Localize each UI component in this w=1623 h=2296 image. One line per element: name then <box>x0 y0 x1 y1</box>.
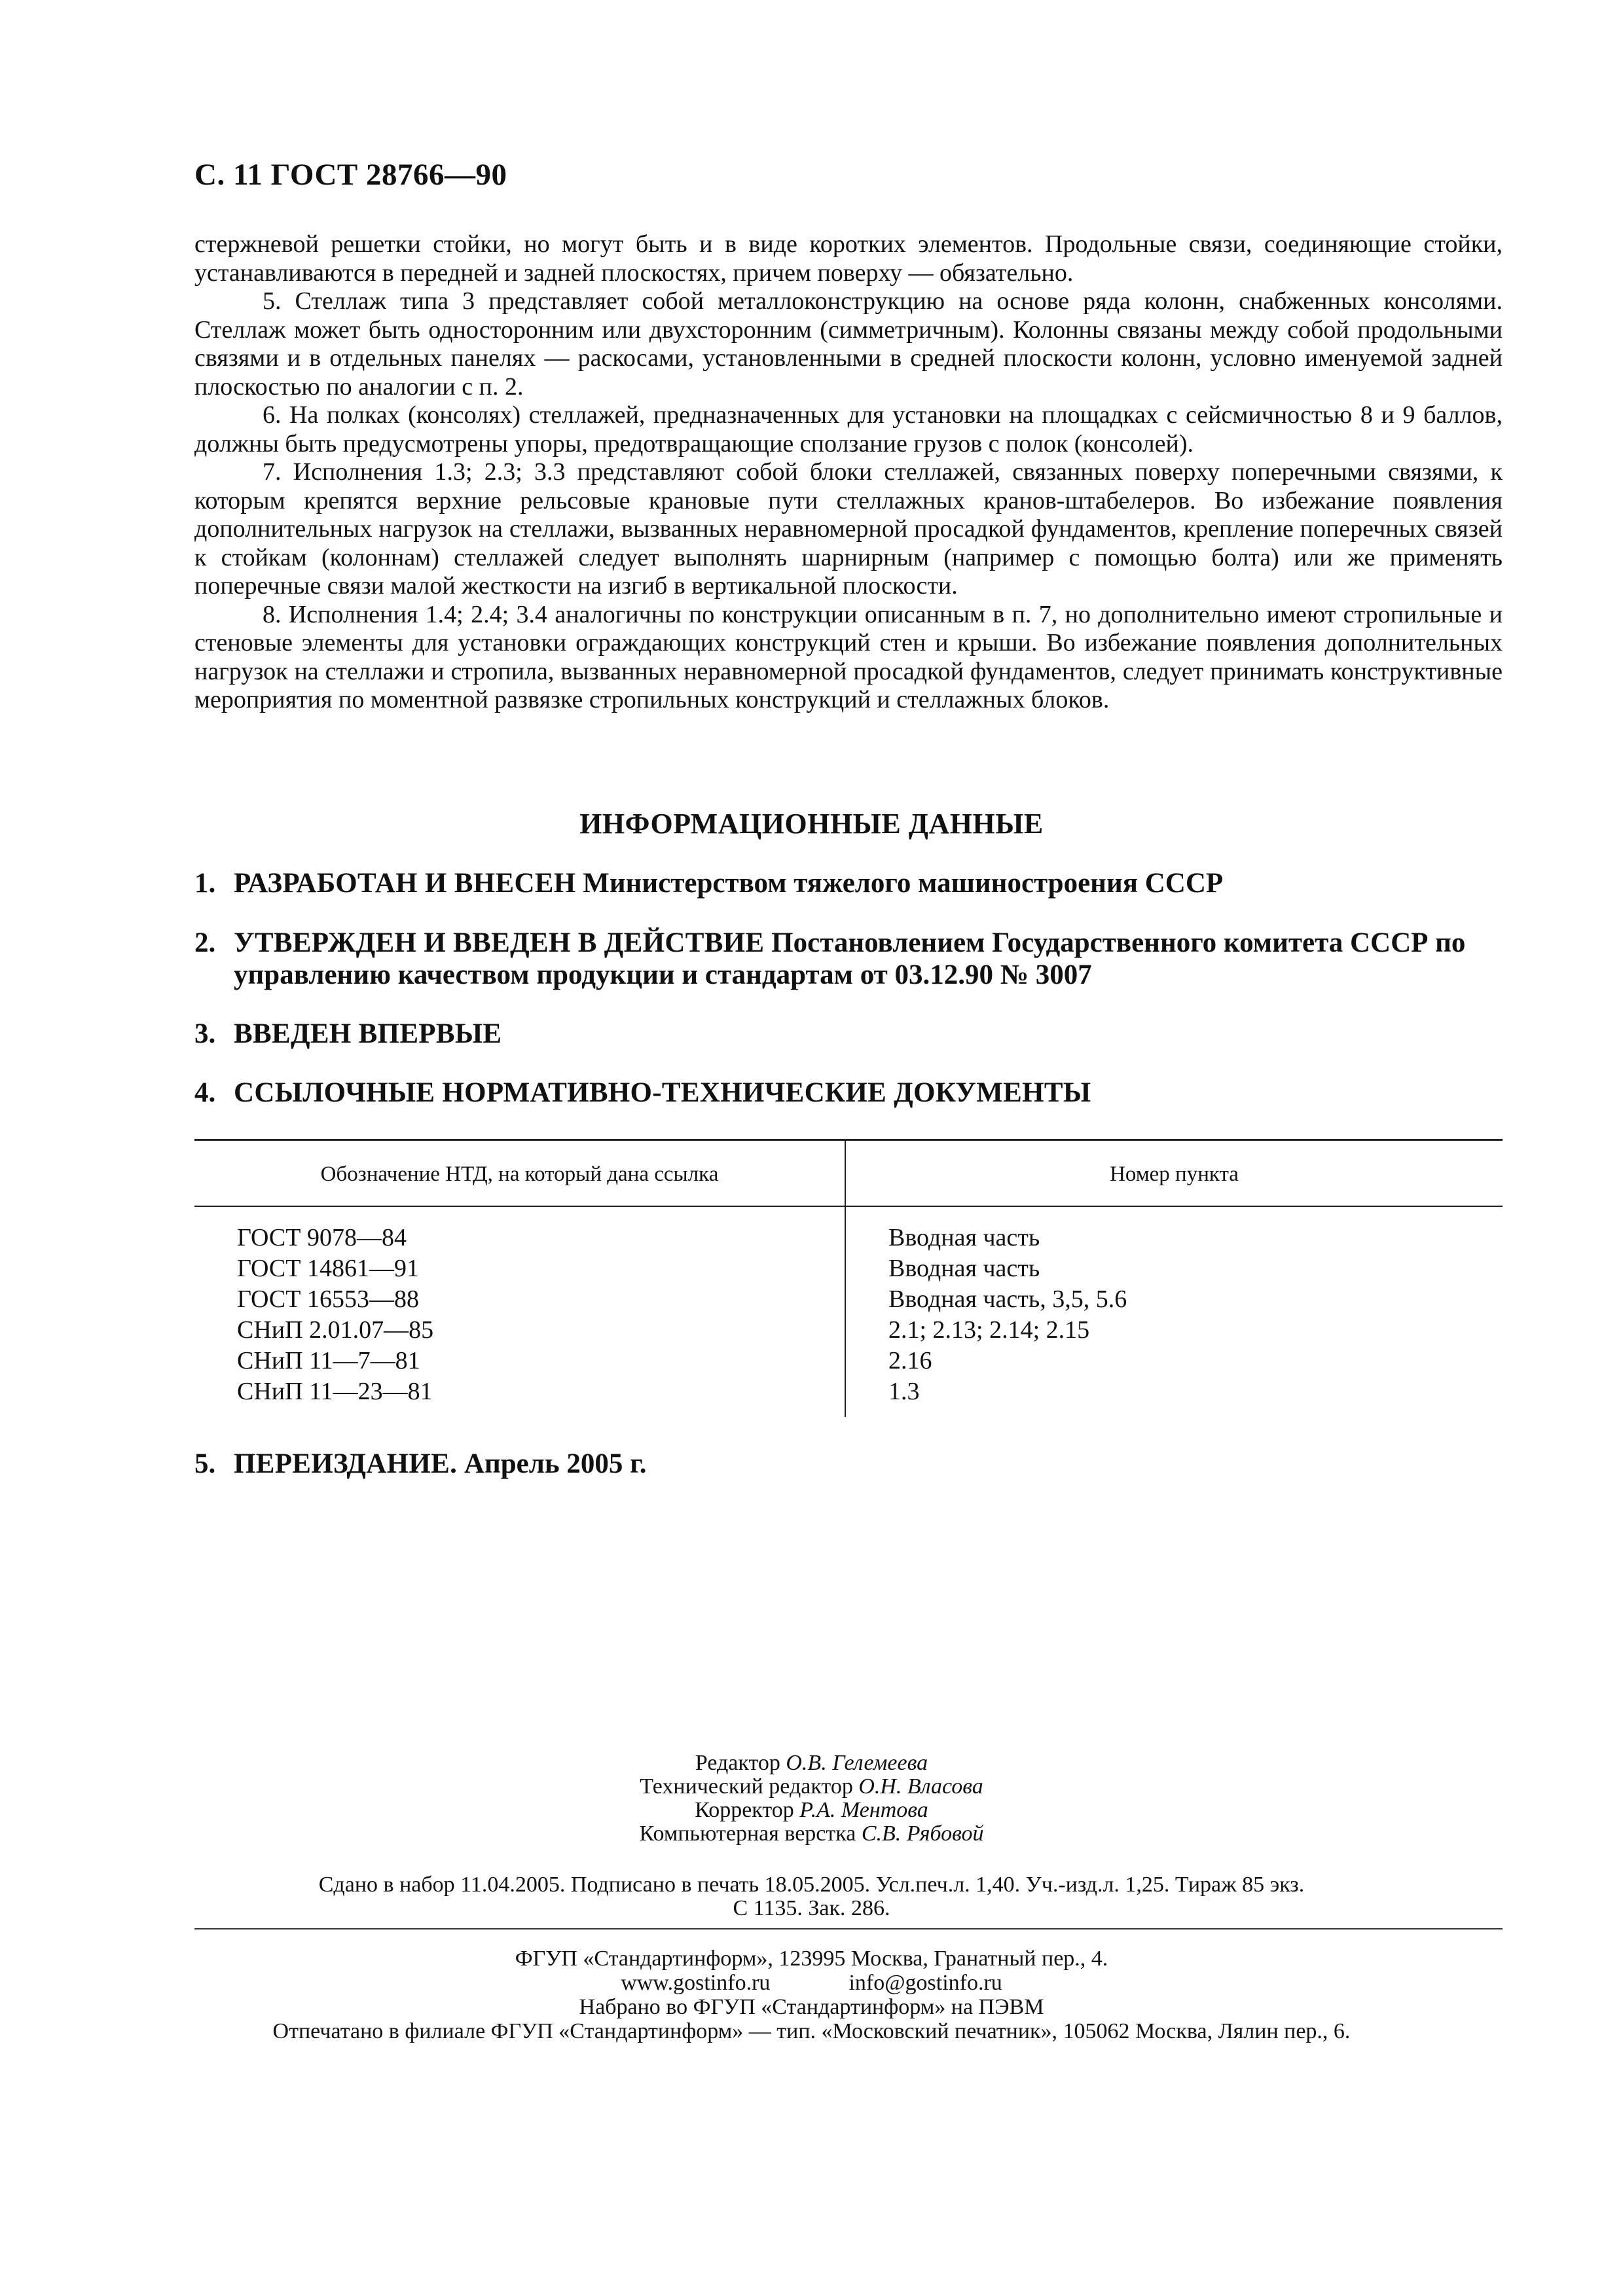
paragraph: 5. Стеллаж типа 3 представляет собой металлоконструкцию на основе ряда колонн, снабженных консолями. Стеллаж может быть односторонним или двухсторонним (симметричным). Колонны связаны между собой продольными связями и в отдельных панелях — раскосами, установленными в средней плоскости колонн, условно именуемой задней плоскостью по аналогии с п. 2. <box>194 287 1503 401</box>
imprint-line <box>0 1822 1623 1846</box>
imprint-line <box>0 1751 1623 1775</box>
paragraph: 6. На полках (консолях) стеллажей, предназначенных для установки на площадках с сейсмичностью 8 и 9 баллов, должны быть предусмотрены упоры, предотвращающие сползание грузов с полок (консолей). <box>194 401 1503 457</box>
info-item-text: Министерством тяжелого машиностроения СССР <box>575 868 1224 899</box>
info-item-approved <box>194 927 1504 991</box>
publication-line: С 1135. Зак. 286. <box>733 1896 890 1920</box>
publisher-footer <box>0 1946 1623 2043</box>
imprint-role: Редактор <box>695 1751 786 1775</box>
table-cell: Вводная часть, 3,5, 5.6 <box>888 1285 1127 1313</box>
info-item-number: 3. <box>194 1018 216 1049</box>
references-table <box>194 1139 1503 1417</box>
table-cell: ГОСТ 16553—88 <box>237 1285 419 1313</box>
paragraph: 7. Исполнения 1.3; 2.3; 3.3 представляют собой блоки стеллажей, связанных поверху поперечными связями, к которым крепятся верхние рельсовые крановые пути стеллажных кранов-штабелеров. Во избежание появления дополнительных нагрузок на стеллажи, вызванных неравномерной просадкой фундаментов, крепление поперечных связей к стойкам (колоннам) стеллажей следует выполнять шарнирным (например с помощью болта) или же применять поперечные связи малой жесткости на изгиб в вертикальной плоскости. <box>194 458 1503 600</box>
info-item-heading: ПЕРЕИЗДАНИЕ. <box>234 1448 458 1479</box>
table-cell: Вводная часть <box>888 1255 1040 1282</box>
editorial-imprint <box>0 1751 1623 1846</box>
table-cell: СНиП 2.01.07—85 <box>237 1316 434 1344</box>
info-item-developed <box>194 867 1504 899</box>
page-header: С. 11 ГОСТ 28766—90 <box>194 158 507 192</box>
footer-contacts <box>0 1971 1623 1995</box>
table-header-document: Обозначение НТД, на который дана ссылка <box>320 1162 719 1186</box>
table-cell: ГОСТ 14861—91 <box>237 1255 419 1282</box>
imprint-role: Компьютерная верстка <box>639 1821 862 1846</box>
imprint-person: С.В. Рябовой <box>861 1821 984 1846</box>
imprint-person: О.Н. Власова <box>858 1774 983 1799</box>
table-cell: 2.1; 2.13; 2.14; 2.15 <box>888 1316 1090 1344</box>
publication-line: Сдано в набор 11.04.2005. Подписано в печать 18.05.2005. Усл.печ.л. 1,40. Уч.-изд.л. 1,25. Тираж 85 экз. <box>318 1873 1305 1897</box>
imprint-person: Р.А. Ментова <box>799 1798 928 1822</box>
footer-divider <box>194 1928 1503 1929</box>
table-column-documents <box>237 1223 433 1407</box>
paragraph: стержневой решетки стойки, но могут быть и в виде коротких элементов. Продольные связи, соединяющие стойки, устанавливаются в передней и задней плоскостях, причем поверху — обязательно. <box>194 230 1503 287</box>
table-cell: ГОСТ 9078—84 <box>237 1224 407 1251</box>
table-top-rule <box>194 1139 1503 1141</box>
info-item-text: Постановлением Государственного комитета СССР по управлению качеством продукции и стандартам от 03.12.90 № 3007 <box>234 927 1466 990</box>
imprint-person: О.В. Гелемеева <box>786 1751 928 1775</box>
info-item-reissue <box>194 1448 1504 1480</box>
imprint-line <box>0 1799 1623 1822</box>
info-section-title: ИНФОРМАЦИОННЫЕ ДАННЫЕ <box>579 808 1044 840</box>
info-item-heading: ВВЕДЕН ВПЕРВЫЕ <box>234 1018 502 1049</box>
website-link[interactable]: www.gostinfo.ru <box>621 1971 771 1995</box>
info-item-number: 1. <box>194 868 216 899</box>
table-cell: СНиП 11—7—81 <box>237 1347 420 1374</box>
info-item-references <box>194 1077 1504 1109</box>
info-item-heading: РАЗРАБОТАН И ВНЕСЕН <box>234 868 576 899</box>
footer-line: ФГУП «Стандартинформ», 123995 Москва, Гранатный пер., 4. <box>515 1946 1108 1971</box>
email-link[interactable]: info@gostinfo.ru <box>848 1971 1002 1995</box>
info-item-text: Апрель 2005 г. <box>457 1448 647 1479</box>
info-item-number: 4. <box>194 1077 216 1108</box>
imprint-role: Технический редактор <box>640 1774 859 1799</box>
body-text <box>194 230 1503 715</box>
table-column-clauses <box>888 1223 1127 1407</box>
info-item-first-introduced <box>194 1018 1504 1050</box>
table-header-clause: Номер пункта <box>1110 1162 1239 1186</box>
table-cell: Вводная часть <box>888 1224 1040 1251</box>
info-item-heading: ССЫЛОЧНЫЕ НОРМАТИВНО-ТЕХНИЧЕСКИЕ ДОКУМЕНТЫ <box>234 1077 1091 1108</box>
table-cell: СНиП 11—23—81 <box>237 1378 433 1405</box>
imprint-line <box>0 1775 1623 1799</box>
imprint-role: Корректор <box>695 1798 800 1822</box>
info-item-number: 2. <box>194 927 216 958</box>
table-cell: 2.16 <box>888 1347 932 1374</box>
table-header-rule <box>194 1206 1503 1207</box>
table-cell: 1.3 <box>888 1378 920 1405</box>
paragraph: 8. Исполнения 1.4; 2.4; 3.4 аналогичны по конструкции описанным в п. 7, но дополнительно имеют стропильные и стеновые элементы для установки ограждающих конструкций стен и крыши. Во избежание появления дополнительных нагрузок на стеллажи и стропила, вызванных неравномерной просадкой фундаментов, следует принимать конструктивные мероприятия по моментной развязке стропильных конструкций и стеллажных блоков. <box>194 600 1503 713</box>
footer-line: Набрано во ФГУП «Стандартинформ» на ПЭВМ <box>579 1995 1044 2019</box>
footer-line: Отпечатано в филиале ФГУП «Стандартинформ» — тип. «Московский печатник», 105062 Москва, Лялин пер., 6. <box>272 2019 1351 2043</box>
publication-details <box>0 1873 1623 1920</box>
info-item-number: 5. <box>194 1448 216 1479</box>
info-item-heading: УТВЕРЖДЕН И ВВЕДЕН В ДЕЙСТВИЕ <box>234 927 765 958</box>
